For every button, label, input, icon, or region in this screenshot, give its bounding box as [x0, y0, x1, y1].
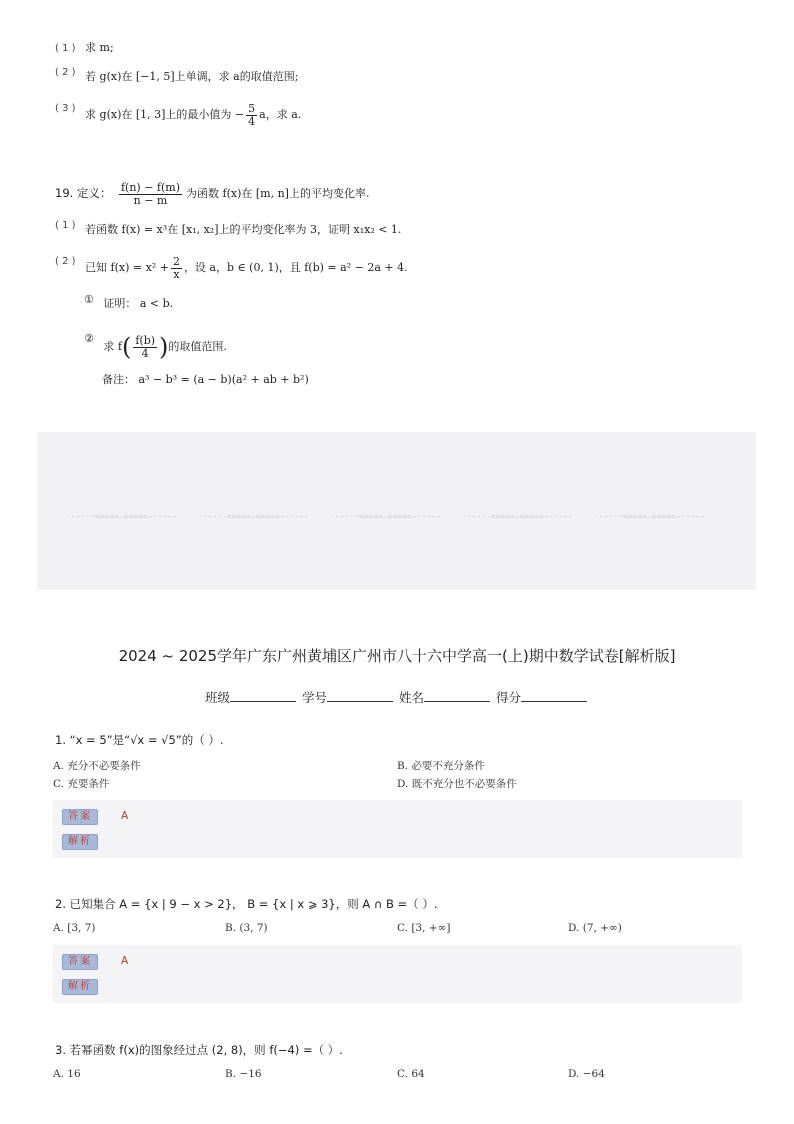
part-text: 若函数 f(x) = x³在 [x₁, x₂]上的平均变化率为 3，证明 x₁x₂ < 1. [85, 223, 402, 236]
question-1-option-b: B. 必要不充分条件 [397, 760, 485, 772]
question-1-stem: 1. “x = 5”是“√x = √5”的（ ）. [55, 733, 224, 747]
analysis-tag-button[interactable]: 解析 [62, 979, 98, 995]
fraction: $\frac{f(b)}{4}$ [135, 333, 156, 360]
part-3-line [55, 102, 301, 128]
question-2-option-c: C. [3, +∞] [397, 922, 451, 934]
field-class-label: 班级 [204, 690, 230, 705]
q19-definition [55, 178, 369, 209]
part-2-line [55, 69, 298, 85]
separator-pattern: ------=====☆=====------ [198, 512, 309, 521]
part-number: ( 1 ) [55, 43, 76, 54]
part-text: 已知 f(x) = x² + [85, 261, 169, 274]
field-score-label: 得分 [495, 690, 521, 705]
field-class-blank[interactable] [230, 690, 296, 702]
question-3-option-b: B. −16 [225, 1068, 262, 1080]
student-info-line [0, 688, 794, 706]
q19-part-2 [55, 254, 408, 282]
question-3-option-c: C. 64 [397, 1068, 425, 1080]
field-id-label: 学号 [301, 690, 327, 705]
field-name-label: 姓名 [398, 690, 424, 705]
answer-value: A [121, 955, 129, 967]
question-2-option-d: D. (7, +∞) [568, 922, 622, 934]
q19-note [102, 372, 309, 388]
q19-sub-2 [84, 330, 227, 364]
separator-pattern: ------=====☆=====------ [594, 512, 705, 521]
answer-value: A [121, 810, 129, 822]
question-2-stem: 2. 已知集合 A = {x | 9 − x > 2}， B = {x | x ⩾ 3}，则 A ∩ B =（ ）. [55, 897, 438, 911]
page-separator-band [37, 432, 756, 590]
separator-pattern: ------=====☆=====------ [66, 512, 177, 521]
question-3-stem: 3. 若幂函数 f(x)的图象经过点 (2, 8)，则 f(−4) =（ ）. [55, 1043, 343, 1057]
avg-rate-fraction: $\frac{f(n) - f(m)}{n - m}$ [120, 180, 180, 207]
analysis-tag-button[interactable]: 解析 [62, 834, 98, 850]
question-3-option-a: A. 16 [53, 1068, 81, 1080]
part-text-post: ，设 a，b ∈ (0, 1)，且 f(b) = a² − 2a + 4. [183, 261, 408, 274]
part-1-line [55, 40, 114, 57]
question-1-option-a: A. 充分不必要条件 [53, 760, 141, 772]
circled-number: ② [84, 332, 94, 345]
circled-number: ① [84, 293, 94, 306]
separator-pattern-row [66, 512, 728, 528]
part-number: ( 2 ) [55, 67, 76, 78]
part-number: ( 2 ) [55, 256, 76, 267]
part-number: ( 3 ) [55, 103, 76, 114]
fraction: $\frac{5}{4}$ [248, 101, 256, 128]
sub-text-post: 的取值范围. [168, 340, 227, 353]
question-2-option-b: B. (3, 7) [225, 922, 268, 934]
part-number: ( 1 ) [55, 220, 76, 231]
q19-label: 19. 定义： [55, 186, 112, 200]
q19-def-text: 为函数 f(x)在 [m, n]上的平均变化率. [186, 187, 370, 200]
field-score-blank[interactable] [521, 690, 587, 702]
note-text: 备注： a³ − b³ = (a − b)(a² + ab + b²) [102, 373, 309, 386]
part-text: 求 g(x)在 [1, 3]上的最小值为 − [85, 108, 245, 121]
paper-title: 2024 ~ 2025学年广东广州黄埔区广州市八十六中学高一(上)期中数学试卷[解析版] [118, 647, 676, 665]
question-2-option-a: A. [3, 7) [53, 922, 96, 934]
field-id-blank[interactable] [327, 690, 393, 702]
separator-pattern: ------=====☆=====------ [330, 512, 441, 521]
field-name-blank[interactable] [424, 690, 490, 702]
question-1-option-c: C. 充要条件 [53, 778, 110, 790]
part-text-post: a，求 a. [259, 108, 302, 121]
sub-text: 证明： a < b. [103, 297, 174, 310]
question-3-option-d: D. −64 [568, 1068, 605, 1080]
right-paren: ) [159, 333, 169, 361]
separator-pattern: ------=====☆=====------ [462, 512, 573, 521]
question-2-answer-box [53, 945, 742, 1003]
left-paren: ( [121, 333, 132, 361]
question-1-option-d: D. 既不充分也不必要条件 [397, 778, 517, 790]
part-text: 求 m; [85, 41, 114, 54]
part-text: 若 g(x)在 [−1, 5]上单调，求 a的取值范围; [85, 70, 299, 83]
answer-tag-button[interactable]: 答案 [62, 954, 98, 970]
sub-text: 求 f [103, 340, 122, 353]
question-1-answer-box [53, 800, 742, 858]
q19-part-1 [55, 222, 401, 238]
q19-sub-1 [84, 293, 174, 312]
fraction: $\frac{2}{x}$ [172, 254, 180, 281]
answer-tag-button[interactable]: 答案 [62, 809, 98, 825]
